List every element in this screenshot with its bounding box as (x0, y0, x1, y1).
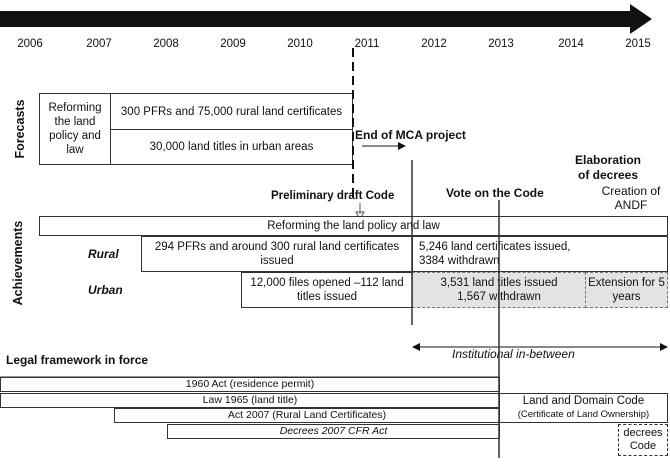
urban-c-box: Extension for 5 years (585, 272, 668, 308)
act-2007-bar: Act 2007 (Rural Land Certificates) (114, 408, 500, 423)
year-2007: 2007 (86, 38, 112, 50)
year-2010: 2010 (287, 38, 313, 50)
achievements-label: Achievements (11, 220, 25, 306)
year-2013: 2013 (488, 38, 514, 50)
year-2012: 2012 (421, 38, 447, 50)
achievement-reforming-box: Reforming the land policy and law (39, 216, 668, 236)
forecast-urban-box: 30,000 land titles in urban areas (110, 129, 353, 165)
year-2008: 2008 (153, 38, 179, 50)
year-2009: 2009 (220, 38, 246, 50)
urban-label: Urban (88, 283, 123, 297)
institutional-label: Institutional in-between (452, 347, 575, 361)
urban-b-box: 3,531 land titles issued 1,567 withdrawn (412, 272, 586, 308)
law-1965-bar: Law 1965 (land title) (0, 393, 500, 408)
vote-label: Vote on the Code (446, 186, 544, 200)
rural-b-box: 5,246 land certificates issued, 3384 withdrawn (412, 236, 668, 272)
urban-a-box: 12,000 files opened –112 land titles issued (241, 272, 413, 308)
year-2006: 2006 (17, 38, 43, 50)
year-2014: 2014 (558, 38, 584, 50)
year-2011: 2011 (354, 38, 380, 50)
decrees-2007-bar: Decrees 2007 CFR Act (167, 424, 500, 439)
year-2015: 2015 (625, 38, 651, 50)
andf-label: Creation of ANDF (601, 184, 661, 212)
forecast-pfrs-box: 300 PFRs and 75,000 rural land certificates (110, 93, 353, 130)
rural-a-box: 294 PFRs and around 300 rural land certificates issued (141, 236, 413, 272)
act-1960-bar: 1960 Act (residence permit) (0, 377, 500, 392)
elaboration-label: Elaboration of decrees (574, 153, 641, 182)
rural-label: Rural (88, 247, 119, 261)
end-mca-label: End of MCA project (355, 128, 466, 142)
forecasts-label: Forecasts (13, 99, 27, 159)
forecast-reforming-box: Reforming the land policy and law (39, 93, 111, 165)
land-code-box: Land and Domain Code (Certificate of Land Ownership) (499, 393, 668, 423)
decrees-code-box: decrees Code (618, 424, 668, 456)
preliminary-label: Preliminary draft Code (271, 190, 395, 202)
timeline-arrow (0, 4, 652, 34)
legal-heading: Legal framework in force (6, 353, 149, 367)
